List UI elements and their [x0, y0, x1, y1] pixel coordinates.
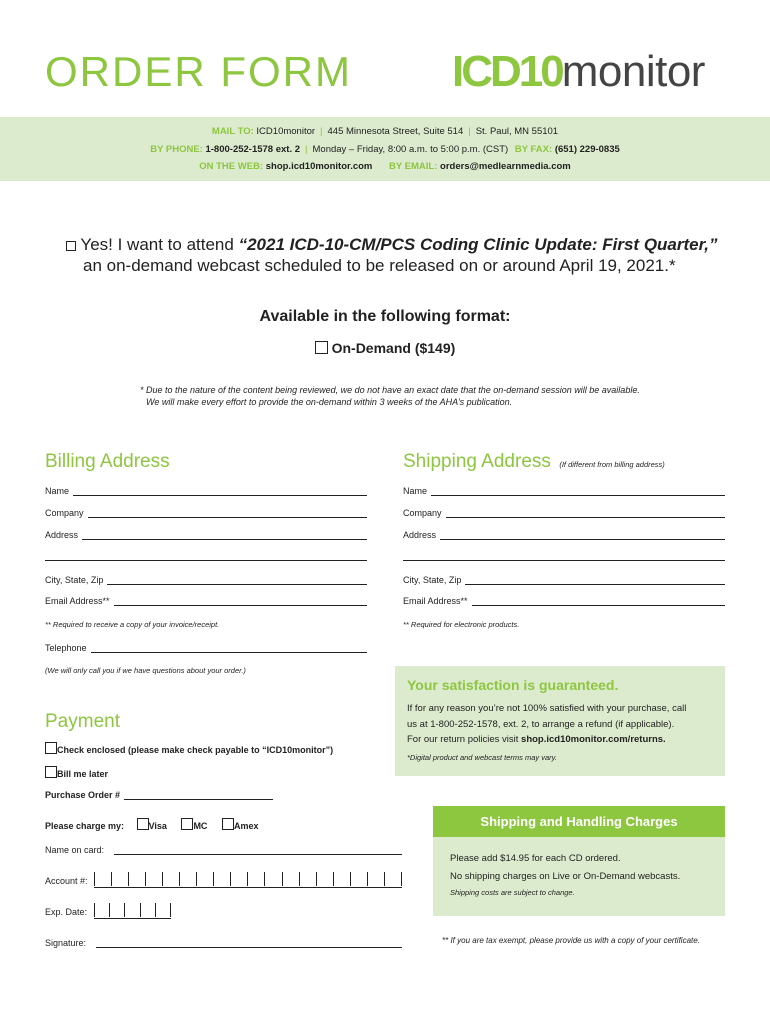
shipping-charges-text [450, 850, 680, 886]
event-description: an on-demand webcast scheduled to be released on or around April 19, 2021.* [83, 256, 676, 275]
billing-name-label: Name [45, 486, 70, 496]
signature-field[interactable] [45, 938, 402, 948]
event-title: “2021 ICD-10-CM/PCS Coding Clinic Update: First Quarter,” [238, 235, 718, 254]
email-value[interactable]: orders@medlearnmedia.com [440, 161, 571, 172]
tax-exempt-note: ** If you are tax exempt, please provide us with a copy of your certificate. [442, 936, 700, 945]
exp-label-wrap [45, 907, 87, 917]
mc-label: MC [193, 821, 208, 831]
shipping-title-row [403, 451, 665, 473]
name-on-card-field[interactable] [45, 845, 402, 855]
on-demand-label: On-Demand ($149) [331, 340, 456, 356]
returns-link[interactable]: shop.icd10monitor.com/returns. [521, 734, 666, 745]
email-label: BY EMAIL: [389, 161, 438, 172]
satisfaction-line-2: us at 1-800-252-1578, ext. 2, to arrange a refund (if applicable). [407, 718, 675, 730]
exp-date-label: Exp. Date: [45, 907, 88, 917]
shipping-address-label: Address [403, 530, 437, 540]
exp-date-boxes[interactable] [94, 903, 171, 919]
billing-email-note: ** Required to receive a copy of your invoice/receipt. [45, 620, 220, 629]
attend-statement [66, 234, 718, 276]
account-label-wrap [45, 876, 88, 886]
billing-city-label: City, State, Zip [45, 575, 104, 585]
check-option[interactable] [45, 742, 333, 755]
shipping-address-field[interactable] [403, 530, 725, 540]
fax-label: BY FAX: [514, 144, 553, 155]
visa-label: Visa [148, 821, 167, 831]
shipping-email-note: ** Required for electronic products. [403, 620, 520, 629]
amex-checkbox[interactable] [222, 818, 234, 830]
availability-note [140, 384, 640, 408]
shipping-email-label: Email Address** [403, 596, 468, 606]
note-line-2: We will make every effort to provide the on-demand within 3 weeks of the AHA’s publication. [146, 397, 513, 407]
purchase-order-label: Purchase Order # [45, 790, 121, 800]
phone-line: BY PHONE: 1-800-252-1578 ext. 2 | Monday – Friday, 8:00 a.m. to 5:00 p.m. (CST) BY FAX: (651) 229-0835 [150, 144, 620, 155]
mail-address: 445 Minnesota Street, Suite 514 [327, 126, 464, 137]
bill-later-option[interactable] [45, 766, 108, 779]
name-on-card-label: Name on card: [45, 845, 105, 855]
shipping-city-label: City, State, Zip [403, 575, 462, 585]
telephone-label: Telephone [45, 643, 87, 653]
note-line-1: * Due to the nature of the content being reviewed, we do not have an exact date that the on-demand session will be available. [140, 385, 640, 395]
satisfaction-line-1: If for any reason you’re not 100% satisfied with your purchase, call [407, 703, 687, 714]
page-title: ORDER FORM [45, 48, 352, 95]
check-checkbox[interactable] [45, 742, 57, 754]
mail-value: ICD10monitor [256, 126, 316, 137]
telephone-field[interactable] [45, 643, 367, 653]
web-line [0, 161, 770, 172]
mail-city: St. Paul, MN 55101 [475, 126, 559, 137]
format-option [0, 340, 770, 356]
satisfaction-line-3: For our return policies visit [407, 734, 519, 745]
shipping-charge-note: Shipping costs are subject to change. [450, 888, 575, 897]
billing-email-label: Email Address** [45, 596, 110, 606]
mc-checkbox[interactable] [181, 818, 193, 830]
payment-title: Payment [45, 711, 120, 732]
attend-prefix: Yes! I want to attend [80, 235, 234, 254]
phone-label: BY PHONE: [150, 144, 203, 155]
satisfaction-note: *Digital product and webcast terms may vary. [407, 753, 557, 762]
logo-icd-text: ICD10 [452, 47, 562, 96]
contact-band [0, 117, 770, 181]
shipping-charge-line-1: Please add $14.95 for each CD ordered. [450, 853, 621, 864]
mail-line: MAIL TO: ICD10monitor | 445 Minnesota Street, Suite 514 | St. Paul, MN 55101 [211, 126, 559, 137]
shipping-city-field[interactable] [403, 575, 725, 585]
billing-company-label: Company [45, 508, 84, 518]
shipping-company-field[interactable] [403, 508, 725, 518]
check-label: Check enclosed (please make check payable to “ICD10monitor”) [57, 745, 334, 755]
attend-checkbox[interactable] [66, 241, 76, 251]
on-demand-checkbox[interactable] [315, 341, 328, 354]
mail-label: MAIL TO: [211, 126, 254, 137]
bill-later-label: Bill me later [57, 769, 109, 779]
card-type-row [45, 818, 258, 831]
visa-checkbox[interactable] [137, 818, 149, 830]
satisfaction-text [407, 701, 686, 748]
purchase-order-field[interactable] [45, 790, 273, 800]
shipping-charge-line-2: No shipping charges on Live or On-Demand webcasts. [450, 871, 681, 882]
billing-company-field[interactable] [45, 508, 367, 518]
billing-city-field[interactable] [45, 575, 367, 585]
shipping-name-label: Name [403, 486, 428, 496]
web-value[interactable]: shop.icd10monitor.com [265, 161, 373, 172]
fax-value: (651) 229-0835 [554, 144, 620, 155]
shipping-address-line-2[interactable] [403, 560, 725, 561]
icd10monitor-logo [452, 47, 705, 96]
bill-later-checkbox[interactable] [45, 766, 57, 778]
billing-address-line-2[interactable] [45, 560, 367, 561]
shipping-email-field[interactable] [403, 596, 725, 606]
satisfaction-title: Your satisfaction is guaranteed. [407, 677, 619, 693]
shipping-subtitle: (If different from billing address) [559, 460, 665, 469]
phone-hours: Monday – Friday, 8:00 a.m. to 5:00 p.m. (CST) [312, 144, 509, 155]
amex-label: Amex [233, 821, 259, 831]
telephone-note: (We will only call you if we have questions about your order.) [45, 666, 246, 675]
billing-address-label: Address [45, 530, 79, 540]
account-number-boxes[interactable] [94, 872, 402, 888]
billing-title: Billing Address [45, 451, 170, 472]
billing-name-field[interactable] [45, 486, 367, 496]
shipping-charges-title: Shipping and Handling Charges [433, 806, 725, 837]
shipping-name-field[interactable] [403, 486, 725, 496]
charge-label: Please charge my: [45, 821, 125, 831]
shipping-company-label: Company [403, 508, 442, 518]
phone-value: 1-800-252-1578 ext. 2 [205, 144, 301, 155]
shipping-title: Shipping Address [403, 451, 551, 472]
web-label: ON THE WEB: [199, 161, 264, 172]
billing-address-field[interactable] [45, 530, 367, 540]
format-heading: Available in the following format: [259, 308, 511, 325]
billing-email-field[interactable] [45, 596, 367, 606]
account-label: Account #: [45, 876, 88, 886]
satisfaction-box [395, 666, 725, 776]
signature-label: Signature: [45, 938, 87, 948]
logo-monitor-text: monitor [561, 47, 705, 96]
